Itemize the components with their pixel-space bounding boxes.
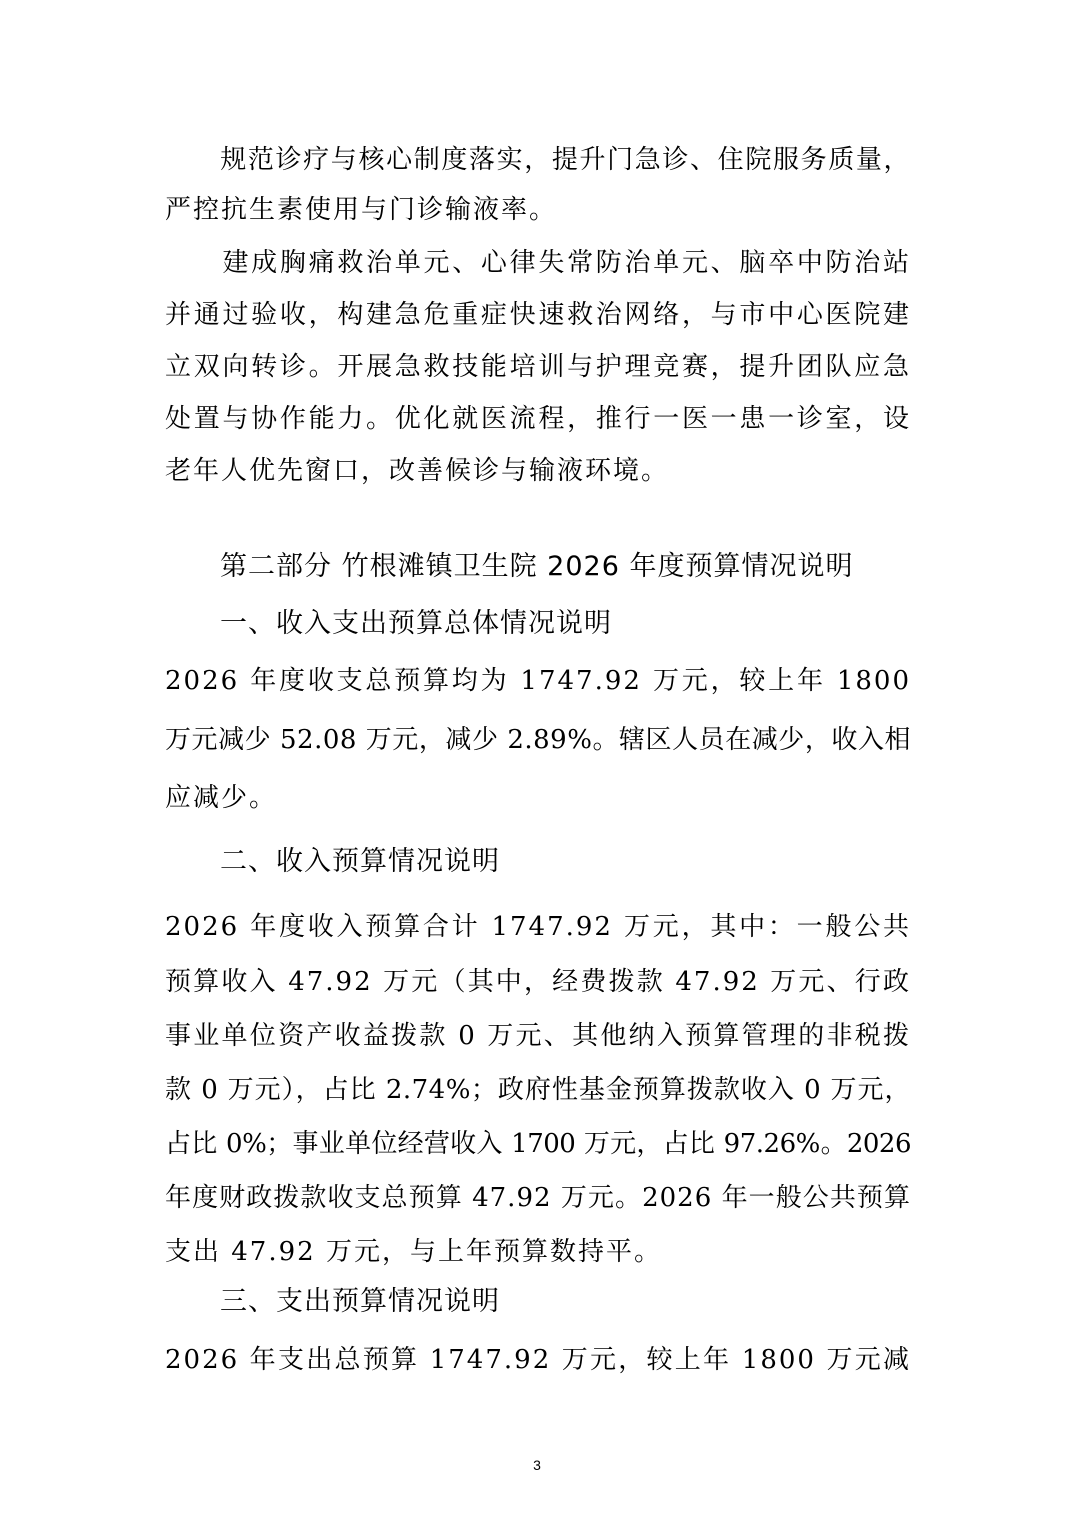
section-heading: 三、支出预算情况说明 <box>220 1286 500 1317</box>
paragraph-line: 款 0 万元），占比 2.74%；政府性基金预算拨款收入 0 万元， <box>165 1075 911 1105</box>
paragraph-line: 年度财政拨款收支总预算 47.92 万元。2026 年一般公共预算 <box>165 1183 911 1213</box>
paragraph-line: 2026 年支出总预算 1747.92 万元，较上年 1800 万元减 <box>165 1345 911 1375</box>
paragraph-line: 万元减少 52.08 万元，减少 2.89%。辖区人员在减少，收入相 <box>165 725 911 755</box>
paragraph-line: 事业单位资产收益拨款 0 万元、其他纳入预算管理的非税拨 <box>165 1021 911 1051</box>
paragraph-line: 占比 0%；事业单位经营收入 1700 万元，占比 97.26%。2026 <box>165 1129 911 1159</box>
paragraph-line: 规范诊疗与核心制度落实，提升门急诊、住院服务质量， <box>165 145 911 175</box>
paragraph-line: 并通过验收，构建急危重症快速救治网络，与市中心医院建 <box>165 300 911 330</box>
paragraph-line: 立双向转诊。开展急救技能培训与护理竞赛，提升团队应急 <box>165 352 911 382</box>
section-heading: 二、收入预算情况说明 <box>220 846 500 877</box>
page-number: 3 <box>533 1457 541 1473</box>
section-heading: 一、收入支出预算总体情况说明 <box>220 608 612 639</box>
paragraph-line: 支出 47.92 万元，与上年预算数持平。 <box>165 1237 662 1267</box>
paragraph-line: 老年人优先窗口，改善候诊与输液环境。 <box>165 456 670 486</box>
paragraph-line: 建成胸痛救治单元、心律失常防治单元、脑卒中防治站 <box>165 248 911 278</box>
paragraph-line: 严控抗生素使用与门诊输液率。 <box>165 195 558 225</box>
paragraph-line: 2026 年度收入预算合计 1747.92 万元，其中：一般公共 <box>165 912 911 942</box>
paragraph-line: 2026 年度收支总预算均为 1747.92 万元，较上年 1800 <box>165 666 911 696</box>
part-title: 第二部分 竹根滩镇卫生院 2026 年度预算情况说明 <box>220 551 854 582</box>
paragraph-line: 处置与协作能力。优化就医流程，推行一医一患一诊室，设 <box>165 404 911 434</box>
paragraph-line: 应减少。 <box>165 783 278 813</box>
paragraph-line: 预算收入 47.92 万元（其中，经费拨款 47.92 万元、行政 <box>165 967 911 997</box>
